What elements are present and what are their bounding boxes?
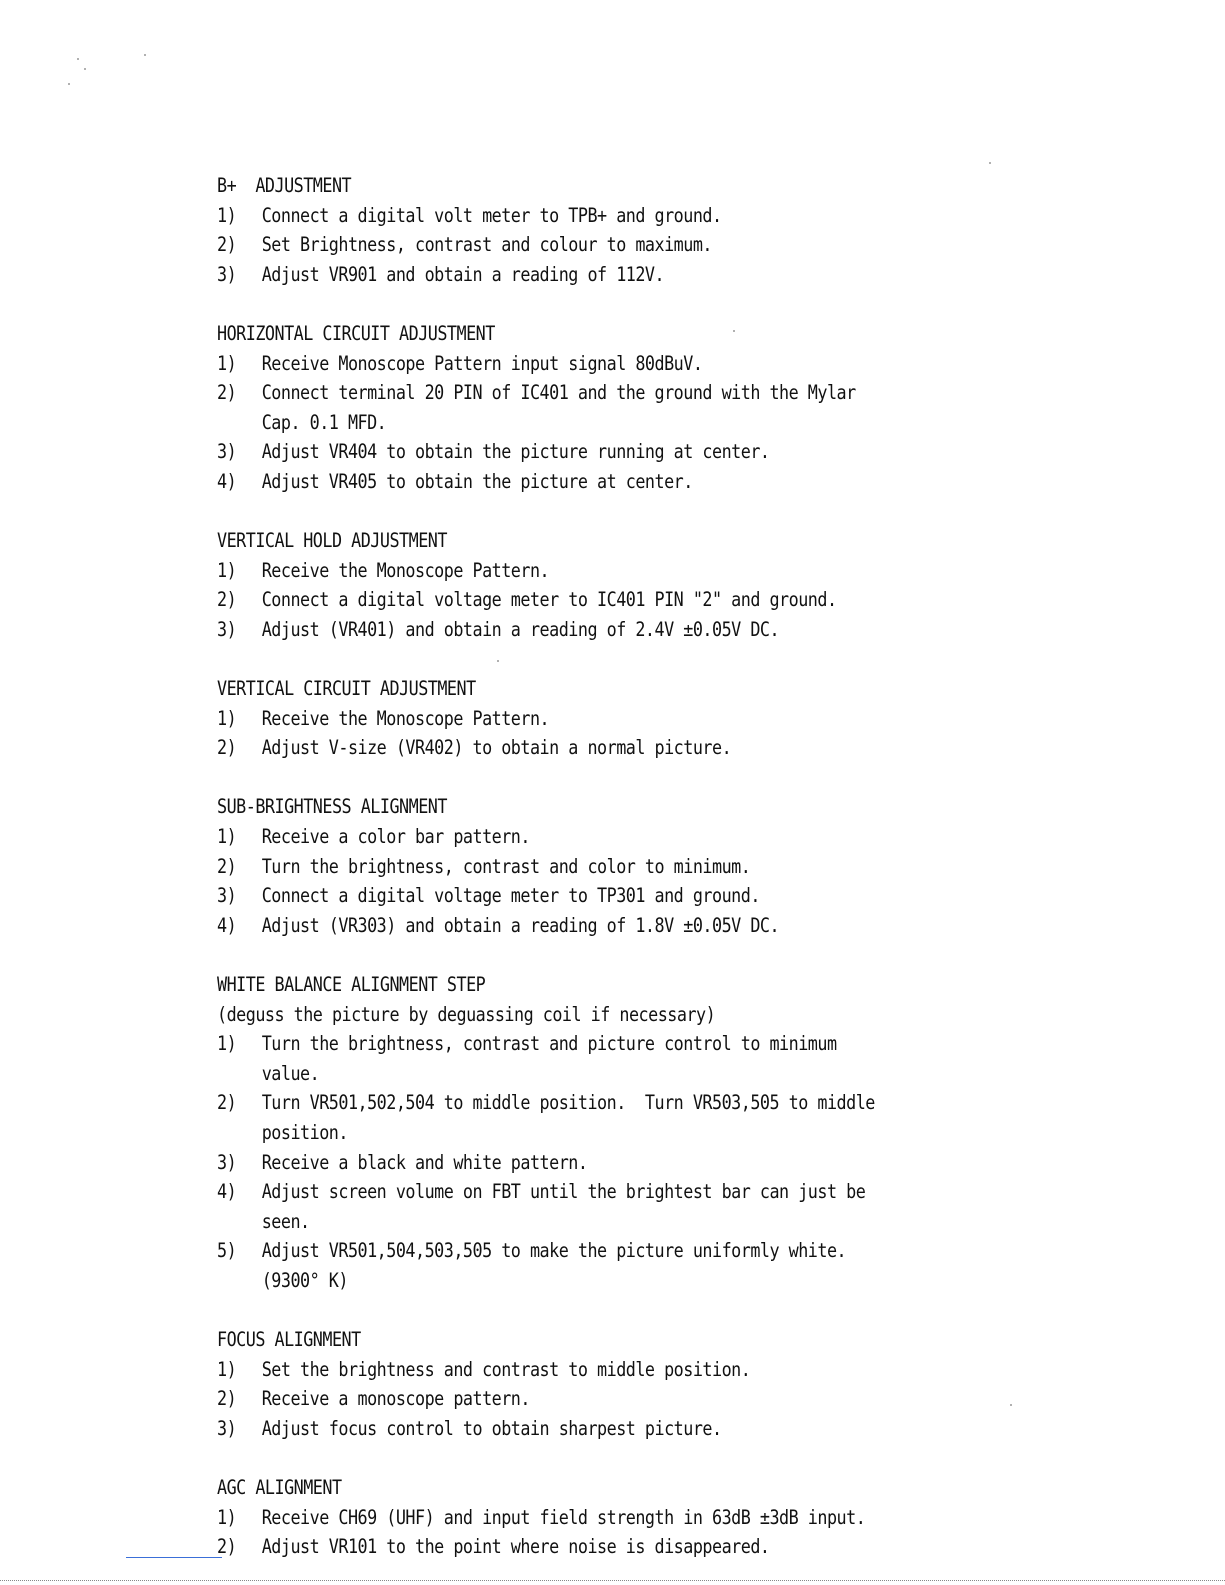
list-item <box>217 733 896 763</box>
step-number: 2) <box>217 588 237 612</box>
list-item <box>217 201 896 231</box>
section-agc-alignment <box>217 1473 896 1562</box>
step-text: Adjust screen volume on FBT until the brightest bar can just be seen. <box>261 1180 866 1233</box>
section-heading: VERTICAL CIRCUIT ADJUSTMENT <box>217 677 476 701</box>
step-text: Receive a monoscope pattern. <box>261 1387 530 1411</box>
step-text: Adjust VR501,504,503,505 to make the picture uniformly white. (9300° K) <box>261 1239 847 1292</box>
scan-speck <box>989 162 991 164</box>
list-item <box>217 852 896 882</box>
list-item <box>217 1414 896 1444</box>
step-text: Connect a digital voltage meter to TP301 and ground. <box>261 884 760 908</box>
list-item <box>217 260 896 290</box>
section-heading: AGC ALIGNMENT <box>217 1476 342 1500</box>
step-number: 2) <box>217 854 237 878</box>
step-text: Turn the brightness, contrast and color to minimum. <box>261 854 751 878</box>
step-text: Turn VR501,502,504 to middle position. Turn VR503,505 to middle position. <box>261 1091 875 1144</box>
scan-speck <box>68 83 70 85</box>
step-text: Adjust focus control to obtain sharpest picture. <box>261 1416 722 1440</box>
list-item <box>217 467 896 497</box>
step-number: 3) <box>217 1416 237 1440</box>
list-item <box>217 1029 896 1088</box>
step-number: 1) <box>217 1032 237 1056</box>
step-number: 3) <box>217 440 237 464</box>
step-text: Adjust V-size (VR402) to obtain a normal picture. <box>261 736 732 760</box>
scan-speck <box>1010 1404 1012 1406</box>
step-number: 3) <box>217 262 237 286</box>
section-heading: WHITE BALANCE ALIGNMENT STEP <box>217 973 486 997</box>
step-number: 1) <box>217 1505 237 1529</box>
section-heading: HORIZONTAL CIRCUIT ADJUSTMENT <box>217 321 495 345</box>
section-heading: FOCUS ALIGNMENT <box>217 1328 361 1352</box>
adjustment-procedures <box>217 171 896 1562</box>
list-item <box>217 822 896 852</box>
step-number: 1) <box>217 1357 237 1381</box>
list-item <box>217 1177 896 1236</box>
scan-speck <box>144 54 146 56</box>
section-vertical-hold-adjustment <box>217 526 896 644</box>
step-number: 2) <box>217 233 237 257</box>
step-text: Adjust (VR303) and obtain a reading of 1.8V ±0.05V DC. <box>261 913 780 937</box>
step-text: Adjust VR101 to the point where noise is disappeared. <box>261 1535 770 1559</box>
step-text: Connect a digital voltage meter to IC401 PIN "2" and ground. <box>261 588 837 612</box>
list-item <box>217 349 896 379</box>
step-number: 2) <box>217 736 237 760</box>
list-item <box>217 704 896 734</box>
step-text: Receive the Monoscope Pattern. <box>261 558 550 582</box>
step-text: Receive the Monoscope Pattern. <box>261 706 550 730</box>
step-text: Adjust VR405 to obtain the picture at center. <box>261 469 693 493</box>
step-number: 1) <box>217 706 237 730</box>
section-note: (deguss the picture by deguassing coil if necessary) <box>217 1002 716 1026</box>
list-item <box>217 1088 896 1147</box>
section-vertical-circuit-adjustment <box>217 674 896 763</box>
section-heading: VERTICAL HOLD ADJUSTMENT <box>217 529 447 553</box>
step-text: Receive a color bar pattern. <box>261 825 530 849</box>
step-number: 2) <box>217 381 237 405</box>
section-heading: B+ ADJUSTMENT <box>217 174 352 197</box>
step-text: Connect a digital volt meter to TPB+ and ground. <box>261 203 722 227</box>
step-text: Connect terminal 20 PIN of IC401 and the ground with the Mylar Cap. 0.1 MFD. <box>261 381 856 434</box>
step-number: 3) <box>217 617 237 641</box>
list-item <box>217 1503 896 1533</box>
list-item <box>217 1384 896 1414</box>
step-number: 4) <box>217 469 237 493</box>
step-text: Adjust (VR401) and obtain a reading of 2.4V ±0.05V DC. <box>261 617 780 641</box>
step-number: 2) <box>217 1387 237 1411</box>
list-item <box>217 881 896 911</box>
step-number: 3) <box>217 1150 237 1174</box>
step-text: Receive CH69 (UHF) and input field strength in 63dB ±3dB input. <box>261 1505 866 1529</box>
step-text: Adjust VR404 to obtain the picture running at center. <box>261 440 770 464</box>
step-text: Receive Monoscope Pattern input signal 80dBuV. <box>261 351 703 375</box>
step-number: 2) <box>217 1091 237 1115</box>
step-text: Adjust VR901 and obtain a reading of 112V. <box>261 262 665 286</box>
list-item <box>217 1236 896 1295</box>
step-number: 1) <box>217 825 237 849</box>
step-number: 1) <box>217 351 237 375</box>
step-text: Set the brightness and contrast to middle position. <box>261 1357 751 1381</box>
list-item <box>217 911 896 941</box>
list-item <box>217 230 896 260</box>
list-item <box>217 615 896 645</box>
section-focus-alignment <box>217 1325 896 1443</box>
list-item <box>217 556 896 586</box>
step-text: Receive a black and white pattern. <box>261 1150 588 1174</box>
section-heading: SUB-BRIGHTNESS ALIGNMENT <box>217 795 447 819</box>
list-item <box>217 1355 896 1385</box>
page-edge-divider <box>0 1580 1225 1581</box>
step-number: 3) <box>217 884 237 908</box>
step-number: 1) <box>217 558 237 582</box>
section-sub-brightness-alignment <box>217 792 896 940</box>
list-item <box>217 437 896 467</box>
scan-speck <box>84 68 86 70</box>
scan-speck <box>77 58 79 60</box>
step-number: 4) <box>217 913 237 937</box>
step-number: 4) <box>217 1180 237 1204</box>
list-item <box>217 1148 896 1178</box>
section-b-plus-adjustment <box>217 171 896 289</box>
section-horizontal-circuit-adjustment <box>217 319 896 497</box>
section-white-balance-alignment-step <box>217 970 896 1296</box>
list-item <box>217 1532 896 1562</box>
step-number: 1) <box>217 203 237 227</box>
step-text: Turn the brightness, contrast and picture control to minimum value. <box>261 1032 837 1085</box>
underline-rule <box>126 1557 222 1558</box>
list-item <box>217 585 896 615</box>
step-number: 2) <box>217 1535 237 1559</box>
list-item <box>217 378 896 437</box>
step-number: 5) <box>217 1239 237 1263</box>
step-text: Set Brightness, contrast and colour to maximum. <box>261 233 713 257</box>
